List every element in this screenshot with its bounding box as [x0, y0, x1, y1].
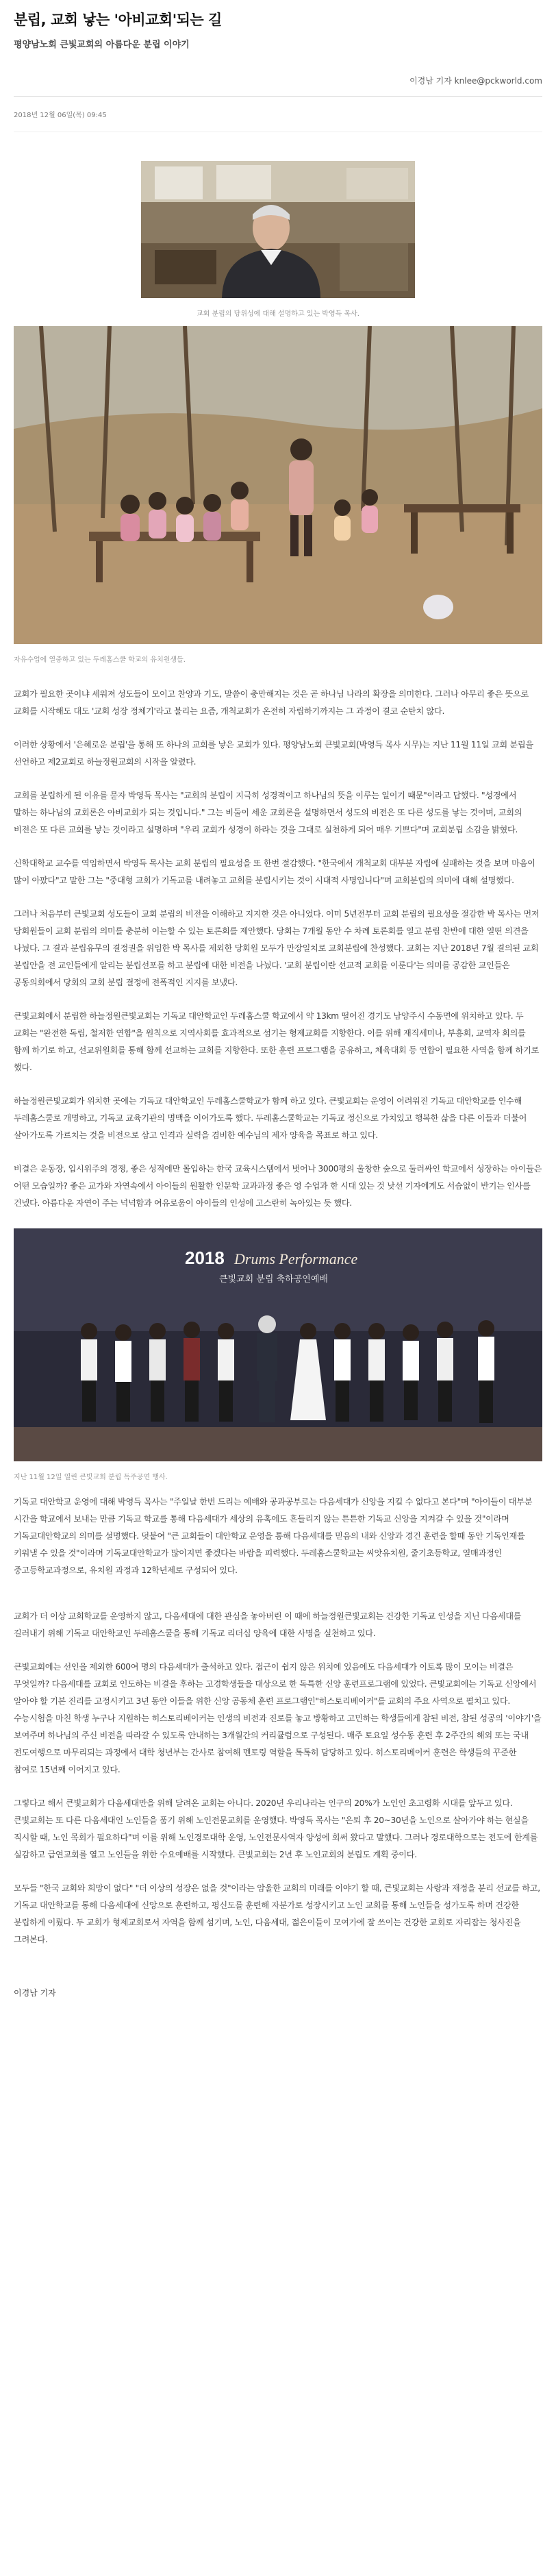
pastor-photo-figure: [141, 161, 415, 318]
paragraph: 비결은 운동장, 입시위주의 경쟁, 좋은 성적에만 몰입하는 한국 교육시스템에서 벗어나 3000평의 울창한 숲으로 둘러싸인 학교에서 성장하는 아이들은 어떤 모습일까? 좋은 교가와 자연속에서 아이들의 원활한 인문학 교과과정 좋은 영 수업과 한 시대 있는 것 낮선 기자에게도 서슴없이 반기는 인사를 건넸다. 아름다운 자연이 주는 넉넉함과 여유로움이 아이들의 인성에 고스란히 녹아있는 듯 했다.: [14, 1164, 542, 1208]
group-photo-caption: 지난 11월 12일 열린 큰빛교회 분립 독주공연 행사.: [14, 1474, 168, 1481]
pastor-photo: [141, 161, 415, 298]
paragraph: 이러한 상황에서 '은혜로운 분립'을 통해 또 하나의 교회를 낳은 교회가 있다. 평양남노회 큰빛교회(박영득 목사 시무)는 지난 11월 11일 교회 분립을 선언하고 제2교회로 하늘정원교회의 시작을 알렸다.: [14, 740, 533, 767]
publish-date: 2018년 12월 06일(목) 09:45: [14, 112, 107, 119]
byline[interactable]: 이경남 기자 knlee@pckworld.com: [409, 76, 542, 86]
banner-year: 2018: [185, 1248, 225, 1268]
pastor-photo-caption: 교회 분립의 당위성에 대해 설명하고 있는 박영득 목사.: [197, 310, 359, 318]
paragraph: 신학대학교 교수를 역임하면서 박영득 목사는 교회 분립의 필요성을 또 한번 절감했다. "한국에서 개척교회 대부분 자립에 실패하는 것을 보며 마음이 많이 아팠다"고 말한 그는 "중대형 교회가 기독교를 내려놓고 교회를 분립시키는 것이 시대적 사명입니다"며 교회분립의 의미에 대해 설명했다.: [14, 858, 535, 885]
paragraph: 그러나 처음부터 큰빛교회 성도들이 교회 분립의 비전을 이해하고 지지한 것은 아니었다. 이미 5년전부터 교회 분립의 필요성을 절감한 박 목사는 먼저 당회원들이 교회 분립의 의미를 충분히 이는할 수 있는 토론회를 제안했다. 당회는 7개월 동안 수 차례 토론회를 열고 분립 찬반에 대한 열띤 의견을 나눴다. 그 결과 분립유무의 결정권을 위임한 박 목사를 제외한 당회원 모두가 만장일치로 교회분립에 찬성했다. 교회는 지난 2018년 7월 결의된 교회 분립안을 전 교인들에게 알리는 분립선포를 하고 분립에 대한 비전을 나눴다. '교회 분립이란 선교적 교회를 이룬다'는 의미를 공감한 교인들은 공동의회에서 당회의 교회 분립 결정에 전폭적인 지지를 보냈다.: [14, 909, 540, 987]
banner-subtitle: 큰빛교회 분립 축하공연예배: [219, 1274, 328, 1285]
paragraph: 그렇다고 해서 큰빛교회가 다음세대만을 위해 달려온 교회는 아니다. 2020년 우리나라는 인구의 20%가 노인인 초고령화 시대를 앞두고 있다. 큰빛교회는 또 다른 다음세대인 노인들을 품기 위해 노인전문교회를 운영했다. 박영득 목사는 "은퇴 후 20~30년을 노인으로 살아가야 하는 현실을 직시할 때, 노인 목회가 필요하다"며 이를 위해 노인경로대학 운영, 노인전문사역자 양성에 회써 왔다고 말했다. 그러나 경로대학으로는 전도에 한계를 실감하고 급연교회를 열고 노인들을 위한 수요예배를 시작했다. 큰빛교회는 2년 후 노인교회의 분립도 계획 중이다.: [14, 1798, 538, 1859]
article-subheadline: 평양남노회 큰빛교회의 아름다운 분립 이야기: [14, 40, 190, 50]
group-photo: [14, 1228, 542, 1461]
children-photo-figure: [14, 326, 542, 664]
paragraph: 교회가 더 이상 교회학교를 운영하지 않고, 다음세대에 대한 관심을 놓아버린 이 때에 하늘정원큰빛교회는 건강한 기독교 인성을 지닌 다음세대를 길러내기 위해 기독교 대안학교인 두레홈스쿨을 통해 기독교 리더십 양육에 대한 사명을 실천하고 있다.: [14, 1611, 522, 1638]
paragraph: 하늘정원큰빛교회가 위치한 곳에는 기독교 대안학교인 두레홈스쿨학교가 함께 하고 있다. 큰빛교회는 운영이 어려워진 기독교 대안학교를 인수해 두레홈스쿨로 개명하고, 기독교 교육기관의 명맥을 이어가도록 했다. 두레홈스쿨학교는 기독교 정신으로 가치있고 행복한 삶을 다른 이들과 더불어 살아가도록 가르치는 것을 비전으로 삼고 인격과 실력을 겸비한 예수님의 제자 양육을 목표로 하고 있다.: [14, 1096, 527, 1140]
banner-title: Drums Performance: [234, 1250, 358, 1267]
divider: [14, 96, 542, 97]
paragraph: 큰빛교회에는 선인을 제외한 600여 명의 다음세대가 출석하고 있다. 접근이 쉽지 않은 위치에 있음에도 다음세대가 이토록 많이 모이는 비결은 무엇일까? 다음세대를 교회로 인도하는 비결을 후하는 고경학생들을 대상으로 한 독특한 신앙 훈련프로그램에 있었다. 큰빛교회에는 기독교 신앙에서 알아야 할 기본 진리를 고정시키고 3년 동안 이들을 위한 신앙 공동체 훈련 프로그램인"히스토리베이커"를 교회의 주요 사역으로 펼치고 있다. 수능시험을 마친 학생 누구나 지원하는 히스토리베이커는 인생의 비전과 진로를 놓고 방황하고 고민하는 학생들에게 참된 비전, 참된 성공의 '이야기'을 보여주며 하나님의 주신 비전을 따라갈 수 있도록 안내하는 3개월간의 커리큘럼으로 구성된다. 매주 토요일 성수동 훈련 후 2주간의 해외 또는 국내 전도여행으로 마무리되는 과정에서 대학 청년부는 간사로 참여해 멘토링 역할을 톡톡히 담당하고 있다. 히스토리메이커 훈련은 학생들의 꾸준한 참여로 15년째 이어지고 있다.: [14, 1662, 542, 1774]
reporter-signature: 이경남 기자: [14, 1988, 56, 1998]
children-photo: [14, 326, 542, 644]
article: [0, 10, 556, 1998]
paragraph: 교회가 필요한 곳이냐 세워져 성도들이 모이고 찬양과 기도, 말씀이 충만해지는 것은 곧 하나님 나라의 확장을 의미한다. 그러나 아무리 좋은 뜻으로 교회를 시작해도 대도 '교회 성장 정체기'라고 불리는 요즘, 개척교회가 온전히 자립하기까지는 그 과정이 결코 순탄치 않다.: [14, 689, 529, 716]
group-photo-figure: [14, 1228, 542, 1481]
children-photo-caption: 자유수업에 열중하고 있는 두레홈스쿨 학교의 유치원생들.: [14, 656, 186, 664]
paragraph: 기독교 대안학교 운영에 대해 박영득 목사는 "주일날 한번 드리는 예배와 공과공부로는 다음세대가 신앙을 지킬 수 없다고 본다"며 "아이들이 대부분 시간을 학교에서 보내는 만큼 기독교 학교를 통해 다음세대가 세상의 유혹에도 흔들리지 않는 튼튼한 기독교 신앙을 지켜갈 수 있을 것"이라며 기독교대안학교의 의미를 설명했다. 덧붙여 "큰 교회들이 대안학교 운영을 통해 다음세대를 믿음의 내와 신앙과 경건 훈련을 할때 동안 기독인재를 키워낼 수 있을 것"이라며 기독교대안학교가 많이지면 좋겠다는 바람을 피력했다. 두레홈스쿨학교는 씨앗유치원, 줄기초등학교, 열매과정인 중고등학교과정으로, 유치원 과정과 12학년제로 구성되어 있다.: [14, 1497, 533, 1575]
paragraph: 모두들 "한국 교회와 희망이 없다" "더 이상의 성장은 없을 것"이라는 암울한 교회의 미래를 이야기 할 때, 큰빛교회는 사랑과 재정을 분리 선교를 하고, 기독교 대안학교를 통해 다음세대에 신앙으로 훈련하고, 평신도를 훈련해 자분가로 성장시키고 노인 교회를 통해 노인들을 성가도록 하며 건강한 분립하게 이뤘다. 두 교회가 형제교회로서 자역을 함께 섬기며, 노인, 다음세대, 젊은이들이 모여가에 잘 쓰이는 건강한 교회로 자리잡는 청사진을 그려본다.: [14, 1883, 540, 1944]
paragraph: 큰빛교회에서 분립한 하늘정원큰빛교회는 기독교 대안학교인 두레홈스쿨 학교에서 약 13km 떨어진 경기도 남양주시 수동면에 위치하고 있다. 두 교회는 "완전한 독립, 철저한 연합"을 원칙으로 지역사회를 효과적으로 섬기는 형제교회를 지향한다. 이를 위해 재직세미나, 부흥회, 교역자 회의를 함께 하기로 하고, 선교위원회를 통해 함께 선교하는 교회를 지향한다. 또한 훈련 프로그램을 공유하고, 체육대회 등 연합이 필요한 사역을 함께 하기로 했다.: [14, 1011, 540, 1072]
paragraph: 교회를 분립하게 된 이유를 묻자 박영득 목사는 "교회의 분립이 지극히 성경적이고 하나님의 뜻을 이루는 일이기 때문"이라고 답했다. "성경에서 말하는 하나님의 교회론은 아비교회가 되는 것입니다." 그는 비둘이 세운 교회론을 설명하면서 성도의 비전은 또 다른 성도를 낳는 것이며, 교회의 비전은 또 다른 교회를 낳는 것이라고 설명하며 "우리 교회가 성경이 하라는 것을 그대로 실천하게 되어 매우 기쁘다"며 교회분립 소감을 밝혔다.: [14, 791, 522, 834]
article-headline: 분립, 교회 낳는 '아비교회'되는 길: [14, 12, 222, 28]
